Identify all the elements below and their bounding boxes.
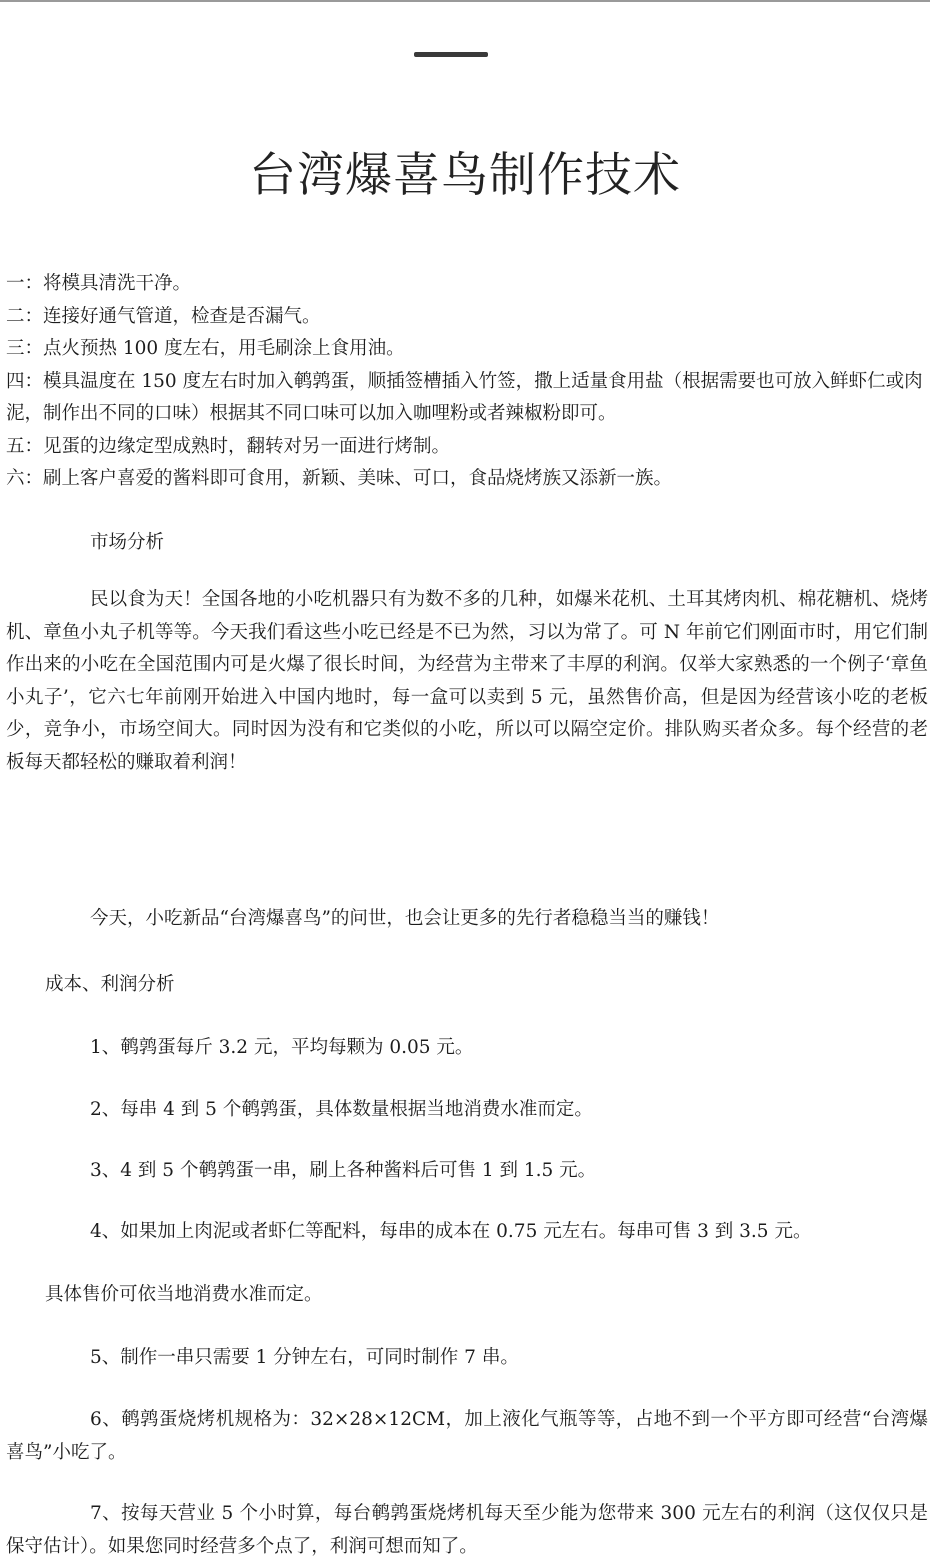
step-list [6,268,928,496]
cost-item-4: 4、如果加上肉泥或者虾仁等配料，每串的成本在 0.75 元左右。每串可售 3 到 3.5 元。 [90,1221,812,1242]
cost-item-2: 2、每串 4 到 5 个鹌鹑蛋，具体数量根据当地消费水准而定。 [90,1099,593,1120]
page-top-edge [0,0,930,2]
cost-item-1: 1、鹌鹑蛋每斤 3.2 元，平均每颗为 0.05 元。 [90,1037,474,1058]
cost-item-6: 6、鹌鹑蛋烧烤机规格为：32×28×12CM，加上液化气瓶等等，占地不到一个平方即可经营“台湾爆喜鸟”小吃了。 [6,1409,928,1463]
step-item: 三：点火预热 100 度左右，用毛刷涂上食用油。 [6,338,405,359]
cost-item-7: 7、按每天营业 5 个小时算，每台鹌鹑蛋烧烤机每天至少能为您带来 300 元左右的利润（这仅仅只是保守估计）。如果您同时经营多个点了，利润可想而知了。 [6,1503,928,1557]
today-paragraph: 今天，小吃新品“台湾爆喜鸟”的问世，也会让更多的先行者稳稳当当的赚钱！ [90,908,720,929]
market-heading: 市场分析 [90,532,165,553]
market-paragraph: 民以食为天！全国各地的小吃机器只有为数不多的几种，如爆米花机、土耳其烤肉机、棉花糖机、烧烤机、章鱼小丸子机等等。今天我们看这些小吃已经是不已为然，习以为常了。可 N 年前它们刚面市时，用它们制作出来的小吃在全国范围内可是火爆了很长时间，为经营为主带来了丰厚的利润。仅举大家熟悉的一个例子‘章鱼小丸子’，它六七年前刚开始进入中国内地时，每一盒可以卖到 5 元，虽然售价高，但是因为经营该小吃的老板少，竞争小，市场空间大。同时因为没有和它类似的小吃，所以可以隔空定价。排队购买者众多。每个经营的老板每天都轻松的赚取着利润！ [6,589,929,773]
scan-mark [414,52,488,57]
step-item: 一：将模具清洗干净。 [6,273,192,294]
step-item: 二：连接好通气管道，检查是否漏气。 [6,305,321,327]
cost-item-5: 5、制作一串只需要 1 分钟左右，可同时制作 7 串。 [90,1347,519,1368]
step-item: 六：刷上客户喜爱的酱料即可食用，新颖、美味、可口，食品烧烤族又添新一族。 [6,468,673,489]
page-title: 台湾爆喜鸟制作技术 [249,148,681,203]
step-item: 四：模具温度在 150 度左右时加入鹌鹑蛋，顺插签槽插入竹签，撒上适量食用盐（根据需要也可放入鲜虾仁或肉泥，制作出不同的口味）根据其不同口味可以加入咖哩粉或者辣椒粉即可。 [6,370,923,424]
step-item: 五：见蛋的边缘定型成熟时，翻转对另一面进行烤制。 [6,435,451,457]
cost-note: 具体售价可依当地消费水准而定。 [45,1284,323,1305]
cost-item-3: 3、4 到 5 个鹌鹑蛋一串，刷上各种酱料后可售 1 到 1.5 元。 [90,1160,597,1181]
cost-heading: 成本、利润分析 [45,974,175,995]
